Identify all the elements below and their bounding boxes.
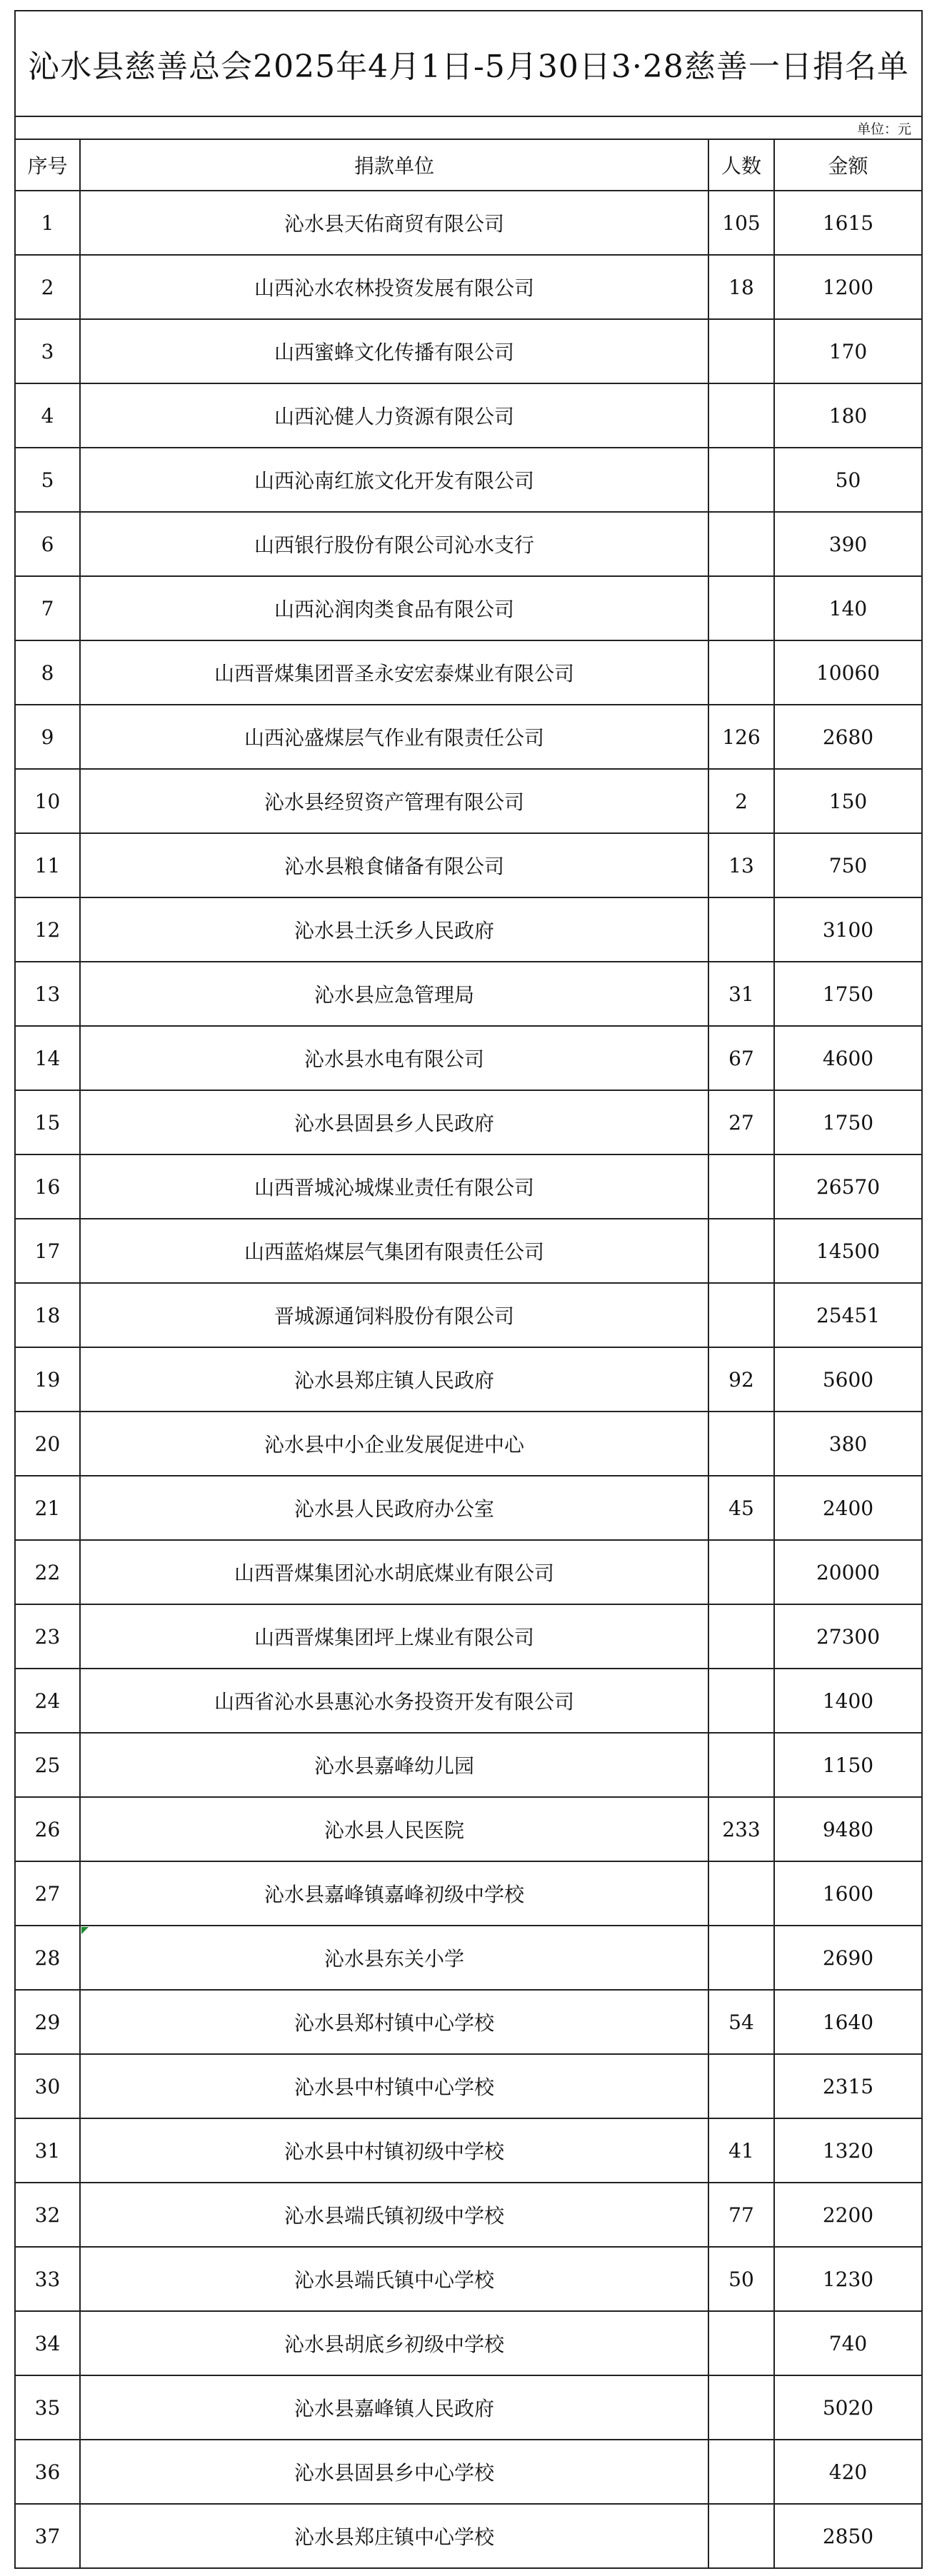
cell-people: 77 (708, 2183, 774, 2247)
table-header-row (16, 140, 921, 191)
cell-people (708, 2504, 774, 2567)
cell-comment-marker (81, 1927, 89, 1934)
cell-people (708, 1540, 774, 1604)
table-row (16, 1412, 921, 1476)
cell-amount: 1750 (774, 1090, 921, 1154)
cell-donor-name: 沁水县端氏镇中心学校 (80, 2247, 708, 2311)
cell-donor-name: 沁水县土沃乡人民政府 (80, 897, 708, 962)
cell-no: 32 (16, 2183, 80, 2247)
cell-people: 18 (708, 255, 774, 319)
cell-no: 20 (16, 1412, 80, 1476)
cell-amount: 2680 (774, 705, 921, 769)
cell-amount: 750 (774, 833, 921, 897)
cell-people: 45 (708, 1476, 774, 1540)
cell-donor-name: 沁水县嘉峰镇嘉峰初级中学校 (80, 1861, 708, 1926)
cell-no: 14 (16, 1026, 80, 1090)
cell-no: 35 (16, 2375, 80, 2440)
cell-people (708, 1733, 774, 1797)
cell-donor-name: 沁水县水电有限公司 (80, 1026, 708, 1090)
cell-donor-name: 山西沁健人力资源有限公司 (80, 383, 708, 448)
cell-people: 92 (708, 1347, 774, 1412)
cell-donor-name: 沁水县经贸资产管理有限公司 (80, 769, 708, 833)
cell-amount: 1320 (774, 2118, 921, 2183)
cell-no: 9 (16, 705, 80, 769)
table-row (16, 1347, 921, 1412)
table-row (16, 833, 921, 897)
cell-people (708, 1154, 774, 1219)
cell-people: 41 (708, 2118, 774, 2183)
cell-donor-name: 沁水县固县乡人民政府 (80, 1090, 708, 1154)
cell-donor-name: 山西沁南红旅文化开发有限公司 (80, 448, 708, 512)
cell-no: 8 (16, 640, 80, 705)
table-row (16, 897, 921, 962)
cell-people (708, 1669, 774, 1733)
header-no: 序号 (16, 140, 80, 191)
cell-no: 10 (16, 769, 80, 833)
cell-amount: 5600 (774, 1347, 921, 1412)
cell-amount: 1400 (774, 1669, 921, 1733)
cell-amount: 10060 (774, 640, 921, 705)
table-row (16, 1540, 921, 1604)
table-row (16, 1926, 921, 1990)
donation-table (16, 140, 921, 2567)
cell-amount: 180 (774, 383, 921, 448)
cell-donor-name: 沁水县粮食储备有限公司 (80, 833, 708, 897)
cell-donor-name: 山西沁盛煤层气作业有限责任公司 (80, 705, 708, 769)
cell-no: 12 (16, 897, 80, 962)
cell-donor-name: 沁水县人民政府办公室 (80, 1476, 708, 1540)
cell-no: 13 (16, 962, 80, 1026)
cell-donor-name: 沁水县应急管理局 (80, 962, 708, 1026)
cell-donor-name: 山西沁润肉类食品有限公司 (80, 576, 708, 640)
cell-people (708, 512, 774, 576)
cell-no: 19 (16, 1347, 80, 1412)
table-row (16, 1476, 921, 1540)
cell-no: 29 (16, 1990, 80, 2054)
cell-amount: 4600 (774, 1026, 921, 1090)
cell-donor-name: 沁水县胡底乡初级中学校 (80, 2311, 708, 2375)
cell-donor-name: 沁水县端氏镇初级中学校 (80, 2183, 708, 2247)
table-row (16, 2504, 921, 2567)
cell-no: 30 (16, 2054, 80, 2118)
cell-no: 33 (16, 2247, 80, 2311)
cell-people (708, 1604, 774, 1669)
cell-amount: 1750 (774, 962, 921, 1026)
cell-amount: 3100 (774, 897, 921, 962)
cell-people: 105 (708, 191, 774, 255)
cell-no: 15 (16, 1090, 80, 1154)
header-name: 捐款单位 (80, 140, 708, 191)
table-body (16, 191, 921, 2567)
cell-donor-name: 山西银行股份有限公司沁水支行 (80, 512, 708, 576)
cell-amount: 1150 (774, 1733, 921, 1797)
table-row (16, 191, 921, 255)
cell-no: 37 (16, 2504, 80, 2567)
cell-donor-name: 山西晋煤集团沁水胡底煤业有限公司 (80, 1540, 708, 1604)
table-row (16, 255, 921, 319)
cell-donor-name: 沁水县嘉峰幼儿园 (80, 1733, 708, 1797)
cell-amount: 150 (774, 769, 921, 833)
cell-people (708, 1283, 774, 1347)
header-people: 人数 (708, 140, 774, 191)
cell-no: 17 (16, 1219, 80, 1283)
cell-amount: 140 (774, 576, 921, 640)
cell-donor-name: 沁水县郑庄镇人民政府 (80, 1347, 708, 1412)
table-row (16, 1669, 921, 1733)
cell-donor-name: 山西沁水农林投资发展有限公司 (80, 255, 708, 319)
cell-amount: 9480 (774, 1797, 921, 1861)
cell-people: 126 (708, 705, 774, 769)
table-row (16, 1733, 921, 1797)
cell-amount: 420 (774, 2440, 921, 2504)
table-row (16, 1219, 921, 1283)
table-row (16, 1090, 921, 1154)
cell-donor-name: 沁水县郑庄镇中心学校 (80, 2504, 708, 2567)
cell-no: 36 (16, 2440, 80, 2504)
cell-donor-name: 山西晋煤集团晋圣永安宏泰煤业有限公司 (80, 640, 708, 705)
cell-amount: 170 (774, 319, 921, 383)
table-row (16, 2375, 921, 2440)
cell-people (708, 2311, 774, 2375)
cell-no: 18 (16, 1283, 80, 1347)
cell-people: 233 (708, 1797, 774, 1861)
cell-amount: 1230 (774, 2247, 921, 2311)
cell-people: 31 (708, 962, 774, 1026)
table-row (16, 962, 921, 1026)
cell-donor-name: 沁水县中小企业发展促进中心 (80, 1412, 708, 1476)
cell-people (708, 576, 774, 640)
unit-note: 单位：元 (16, 117, 921, 140)
cell-people (708, 2440, 774, 2504)
cell-no: 11 (16, 833, 80, 897)
cell-no: 4 (16, 383, 80, 448)
cell-no: 5 (16, 448, 80, 512)
table-row (16, 1283, 921, 1347)
cell-no: 28 (16, 1926, 80, 1990)
table-row (16, 1026, 921, 1090)
cell-no: 27 (16, 1861, 80, 1926)
cell-amount: 2850 (822, 2524, 874, 2548)
cell-no: 1 (16, 191, 80, 255)
sheet-title: 沁水县慈善总会2025年4月1日-5月30日3·28慈善一日捐名单 (16, 11, 921, 117)
cell-donor-name: 沁水县中村镇初级中学校 (80, 2118, 708, 2183)
cell-donor-name: 山西晋城沁城煤业责任有限公司 (80, 1154, 708, 1219)
table-row (16, 1604, 921, 1669)
cell-no: 21 (16, 1476, 80, 1540)
table-row (16, 2054, 921, 2118)
cell-people (708, 1412, 774, 1476)
cell-amount: 25451 (774, 1283, 921, 1347)
table-row (16, 512, 921, 576)
table-row (16, 705, 921, 769)
cell-donor-name: 晋城源通饲料股份有限公司 (80, 1283, 708, 1347)
table-row (16, 1797, 921, 1861)
cell-no: 25 (16, 1733, 80, 1797)
cell-donor-name: 山西省沁水县惠沁水务投资开发有限公司 (80, 1669, 708, 1733)
table-row (16, 2183, 921, 2247)
cell-donor-name: 山西蜜蜂文化传播有限公司 (80, 319, 708, 383)
cell-amount: 1200 (774, 255, 921, 319)
cell-amount: 5020 (774, 2375, 921, 2440)
cell-people (708, 319, 774, 383)
cell-amount: 27300 (774, 1604, 921, 1669)
table-row (16, 448, 921, 512)
cell-donor-name: 沁水县中村镇中心学校 (80, 2054, 708, 2118)
cell-amount: 2315 (774, 2054, 921, 2118)
cell-no: 31 (16, 2118, 80, 2183)
table-row (16, 769, 921, 833)
cell-no: 2 (16, 255, 80, 319)
cell-amount: 50 (774, 448, 921, 512)
cell-amount: 380 (774, 1412, 921, 1476)
cell-people: 50 (708, 2247, 774, 2311)
cell-no: 22 (16, 1540, 80, 1604)
cell-people: 13 (708, 833, 774, 897)
cell-people (708, 2375, 774, 2440)
cell-no: 7 (16, 576, 80, 640)
cell-donor-name: 沁水县人民医院 (80, 1797, 708, 1861)
cell-people (708, 1861, 774, 1926)
cell-no: 24 (16, 1669, 80, 1733)
table-row (16, 1861, 921, 1926)
cell-no: 16 (16, 1154, 80, 1219)
cell-donor-name: 沁水县东关小学 (80, 1926, 708, 1990)
cell-donor-name: 山西晋煤集团坪上煤业有限公司 (80, 1604, 708, 1669)
cell-amount: 20000 (774, 1540, 921, 1604)
cell-amount: 14500 (774, 1219, 921, 1283)
donation-sheet (14, 10, 923, 2569)
cell-no: 34 (16, 2311, 80, 2375)
cell-donor-name: 沁水县嘉峰镇人民政府 (80, 2375, 708, 2440)
table-row (16, 1990, 921, 2054)
cell-people: 2 (708, 769, 774, 833)
cell-no: 26 (16, 1797, 80, 1861)
cell-people (708, 1926, 774, 1990)
cell-people (708, 2054, 774, 2118)
cell-donor-name: 沁水县郑村镇中心学校 (80, 1990, 708, 2054)
cell-donor-name: 山西蓝焰煤层气集团有限责任公司 (80, 1219, 708, 1283)
cell-amount: 2690 (774, 1926, 921, 1990)
table-row (16, 640, 921, 705)
table-row (16, 2247, 921, 2311)
table-row (16, 576, 921, 640)
cell-amount: 390 (774, 512, 921, 576)
table-row (16, 2311, 921, 2375)
cell-people (708, 448, 774, 512)
cell-amount: 2200 (774, 2183, 921, 2247)
cell-amount: 1640 (774, 1990, 921, 2054)
table-row (16, 2118, 921, 2183)
cell-people: 67 (708, 1026, 774, 1090)
cell-people (708, 383, 774, 448)
cell-amount: 26570 (774, 1154, 921, 1219)
table-row (16, 383, 921, 448)
cell-people (708, 640, 774, 705)
cell-donor-name: 沁水县固县乡中心学校 (80, 2440, 708, 2504)
cell-people: 27 (708, 1090, 774, 1154)
cell-no: 3 (16, 319, 80, 383)
cell-no: 23 (16, 1604, 80, 1669)
cell-people (708, 1219, 774, 1283)
header-amount: 金额 (774, 140, 921, 191)
cell-people (708, 897, 774, 962)
table-row (16, 319, 921, 383)
cell-donor-name: 沁水县天佑商贸有限公司 (80, 191, 708, 255)
table-row (16, 2440, 921, 2504)
cell-amount: 1600 (774, 1861, 921, 1926)
cell-amount: 740 (774, 2311, 921, 2375)
cell-amount: 1615 (774, 191, 921, 255)
table-row (16, 1154, 921, 1219)
cell-no: 6 (16, 512, 80, 576)
cell-people: 54 (708, 1990, 774, 2054)
cell-amount: 2400 (774, 1476, 921, 1540)
